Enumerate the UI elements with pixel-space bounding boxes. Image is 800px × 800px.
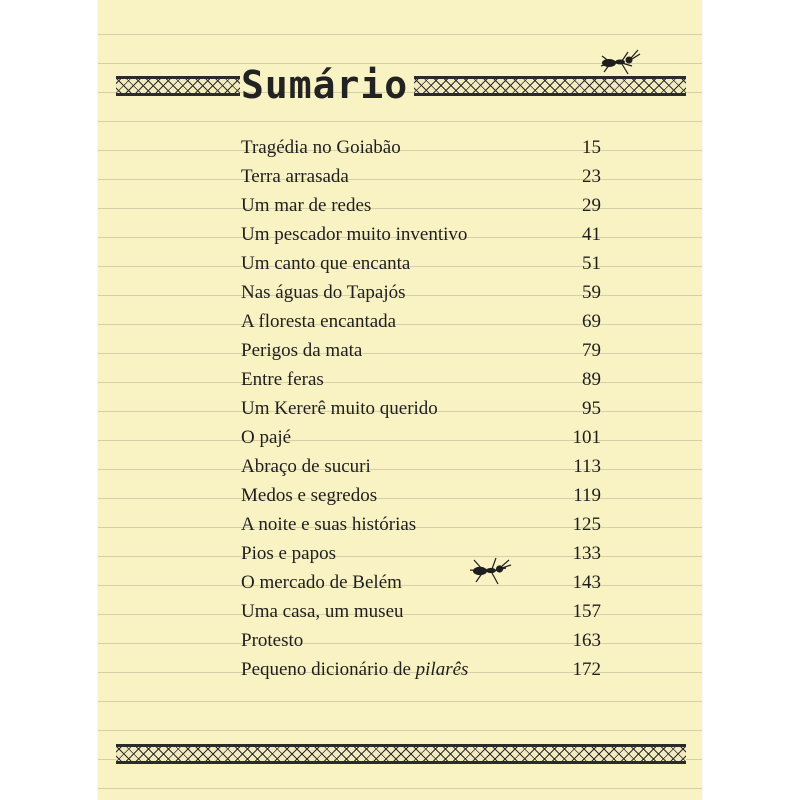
toc-entry[interactable] [241, 220, 601, 249]
toc-entry-title: Uma casa, um museu [241, 601, 404, 622]
book-page [98, 0, 702, 800]
toc-entry-page: 59 [582, 282, 601, 303]
toc-entry-title: Tragédia no Goiabão [241, 137, 401, 158]
toc-entry[interactable] [241, 655, 601, 684]
toc-entry-title: A floresta encantada [241, 311, 397, 332]
toc-entry-page: 95 [582, 398, 601, 419]
toc-entry-page: 172 [572, 659, 601, 680]
toc-entry-page: 113 [573, 456, 601, 477]
toc-entry[interactable] [241, 423, 601, 452]
toc-entry-title: Perigos da mata [241, 340, 363, 361]
toc-entry[interactable] [241, 452, 601, 481]
toc-entry[interactable] [241, 133, 601, 162]
toc-entry-page: 15 [582, 137, 601, 158]
toc-entry-title: Um Kererê muito querido [241, 398, 438, 419]
toc-entry-title: Nas águas do Tapajós [241, 282, 406, 303]
toc-entry[interactable] [241, 597, 601, 626]
toc-entry[interactable] [241, 365, 601, 394]
toc-entry-page: 51 [582, 253, 601, 274]
toc-entry-title: Terra arrasada [241, 166, 349, 187]
toc-entry-page: 69 [582, 311, 601, 332]
ant-icon [466, 552, 512, 588]
toc-entry-title: Um pescador muito inventivo [241, 224, 468, 245]
toc-entry-page: 29 [582, 195, 601, 216]
toc-entry-page: 79 [582, 340, 601, 361]
toc-entry-title [241, 655, 468, 684]
toc-entry[interactable] [241, 539, 601, 568]
toc-entry-title: Entre feras [241, 369, 324, 390]
toc-entry-page: 157 [572, 601, 601, 622]
toc-entry-title: Medos e segredos [241, 485, 378, 506]
toc-entry-page: 143 [572, 572, 601, 593]
toc-entry-page: 89 [582, 369, 601, 390]
toc-entry-title-italic: pilarês [415, 659, 469, 680]
ornamental-border-bottom [116, 744, 686, 764]
toc-entry[interactable] [241, 307, 601, 336]
toc-entry[interactable] [241, 568, 601, 597]
toc-entry[interactable] [241, 626, 601, 655]
toc-entry-title-text: Pequeno dicionário de [241, 659, 416, 680]
toc-entry[interactable] [241, 191, 601, 220]
ant-icon [598, 44, 642, 80]
toc-entry-title: A noite e suas histórias [241, 514, 417, 535]
toc-entry-title: Abraço de sucuri [241, 456, 371, 477]
ornamental-border-left [116, 76, 240, 96]
toc-entry[interactable] [241, 336, 601, 365]
toc-entry-page: 119 [573, 485, 601, 506]
ornamental-border-right [414, 76, 686, 96]
toc-entry-title: Protesto [241, 630, 304, 651]
toc-entry-title: O pajé [241, 427, 292, 448]
toc-entry-page: 23 [582, 166, 601, 187]
toc-entry-title: O mercado de Belém [241, 572, 402, 593]
toc-entry[interactable] [241, 510, 601, 539]
toc-entry-page: 163 [572, 630, 601, 651]
page-title: Sumário [241, 63, 409, 107]
toc-entry-page: 101 [572, 427, 601, 448]
toc-entry-title: Um canto que encanta [241, 253, 411, 274]
toc-entry[interactable] [241, 394, 601, 423]
toc-entry[interactable] [241, 481, 601, 510]
toc-entry-page: 133 [572, 543, 601, 564]
toc-entry[interactable] [241, 278, 601, 307]
toc-entry-page: 125 [572, 514, 601, 535]
toc-entry-page: 41 [582, 224, 601, 245]
table-of-contents [241, 133, 601, 684]
toc-entry-title: Pios e papos [241, 543, 336, 564]
toc-entry[interactable] [241, 162, 601, 191]
toc-entry[interactable] [241, 249, 601, 278]
toc-entry-title: Um mar de redes [241, 195, 372, 216]
